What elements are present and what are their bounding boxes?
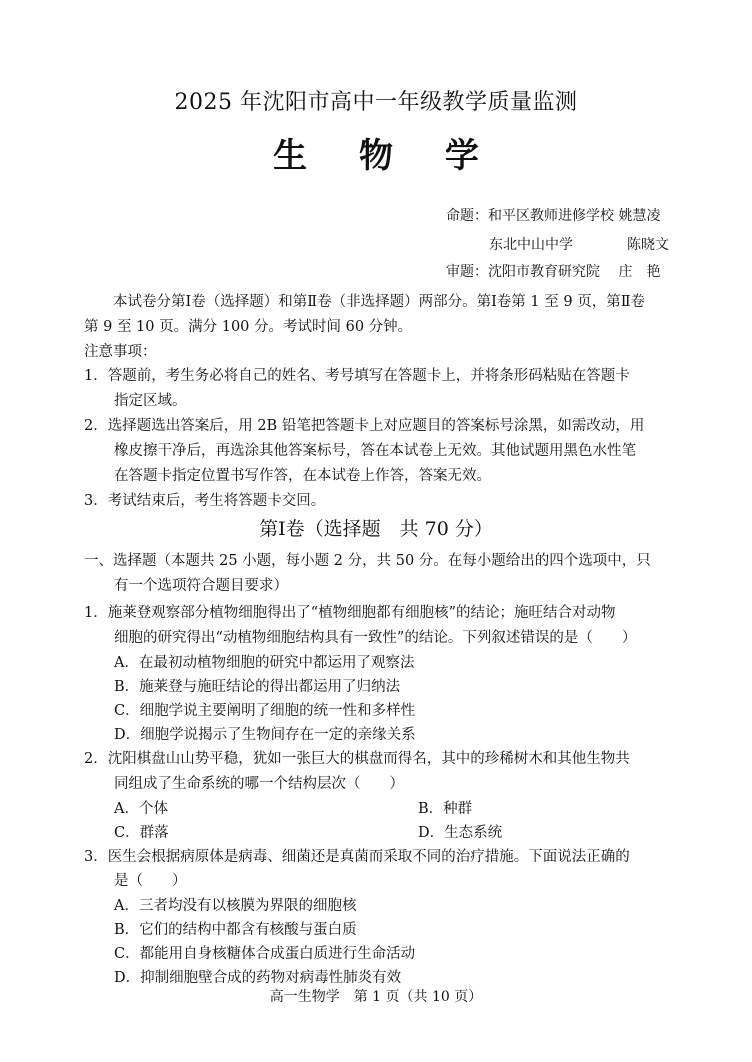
q3-option-a: A．三者均没有以核膜为界限的细胞核 (114, 898, 357, 914)
notice-item-1-line-2: 指定区域。 (114, 393, 187, 409)
exam-title: 2025 年沈阳市高中一年级教学质量监测 (174, 90, 578, 115)
reviewer-line: 审题：沈阳市教育研究院 庄 艳 (446, 264, 661, 280)
q2-stem-line-2: 同组成了生命系统的哪一个结构层次（ ） (114, 776, 404, 792)
q2-option-b: B．种群 (418, 801, 473, 817)
subject-title: 生 物 学 (273, 136, 499, 176)
intro-line-2: 第 9 至 10 页。满分 100 分。考试时间 60 分钟。 (84, 319, 413, 335)
q1-option-a: A．在最初动植物细胞的研究中都运用了观察法 (114, 655, 415, 671)
q1-option-c: C．细胞学说主要阐明了细胞的统一性和多样性 (114, 703, 416, 719)
q1-option-d: D．细胞学说揭示了生物间存在一定的亲缘关系 (114, 727, 416, 743)
q2-option-c: C．群落 (114, 825, 169, 841)
notice-title: 注意事项： (84, 344, 157, 360)
q3-option-b: B．它们的结构中都含有核酸与蛋白质 (114, 922, 357, 938)
notice-item-3: 3．考试结束后，考生将答题卡交回。 (84, 493, 326, 509)
author-line-2-name: 陈晓文 (627, 237, 669, 253)
notice-item-1-line-1: 1．答题前，考生务必将自己的姓名、考号填写在答题卡上，并将条形码粘贴在答题卡 (84, 368, 630, 384)
author-line-1: 命题：和平区教师进修学校 姚慧凌 (446, 208, 661, 224)
q1-stem-line-2: 细胞的研究得出“动植物细胞结构具有一致性”的结论。下列叙述错误的是（ ） (114, 630, 637, 646)
page-footer: 高一生物学 第 1 页（共 10 页） (269, 989, 483, 1005)
notice-item-2-line-2: 橡皮擦干净后，再选涂其他答案标号，答在本试卷上无效。其他试题用黑色水性笔 (114, 443, 636, 459)
q2-option-a: A．个体 (114, 801, 168, 817)
notice-item-2-line-1: 2．选择题选出答案后，用 2B 铅笔把答题卡上对应题目的答案标号涂黑，如需改动，用 (84, 418, 645, 434)
q2-option-d: D．生态系统 (418, 825, 503, 841)
section-title: 第Ⅰ卷（选择题 共 70 分） (259, 518, 493, 540)
q3-option-c: C．都能用自身核糖体合成蛋白质进行生命活动 (114, 946, 416, 962)
q1-option-b: B．施莱登与施旺结论的得出都运用了归纳法 (114, 679, 401, 695)
author-line-2-school: 东北中山中学 (489, 237, 573, 253)
q2-stem-line-1: 2．沈阳棋盘山山势平稳，犹如一张巨大的棋盘而得名，其中的珍稀树木和其他生物共 (84, 751, 630, 767)
part-instruction-line-1: 一、选择题（本题共 25 小题，每小题 2 分，共 50 分。在每小题给出的四个选项中，只 (84, 553, 651, 569)
part-instruction-line-2: 有一个选项符合题目要求） (114, 578, 288, 594)
q3-option-d: D．抑制细胞壁合成的药物对病毒性肺炎有效 (114, 970, 402, 986)
intro-line-1: 本试卷分第Ⅰ卷（选择题）和第Ⅱ卷（非选择题）两部分。第Ⅰ卷第 1 至 9 页，第Ⅱ卷 (113, 294, 646, 310)
q1-stem-line-1: 1．施莱登观察部分植物细胞得出了“植物细胞都有细胞核”的结论；施旺结合对动物 (84, 605, 616, 621)
notice-item-2-line-3: 在答题卡指定位置书写作答，在本试卷上作答，答案无效。 (114, 468, 491, 484)
q3-stem-line-1: 3．医生会根据病原体是病毒、细菌还是真菌而采取不同的治疗措施。下面说法正确的 (84, 849, 630, 865)
q3-stem-line-2: 是（ ） (114, 873, 187, 889)
